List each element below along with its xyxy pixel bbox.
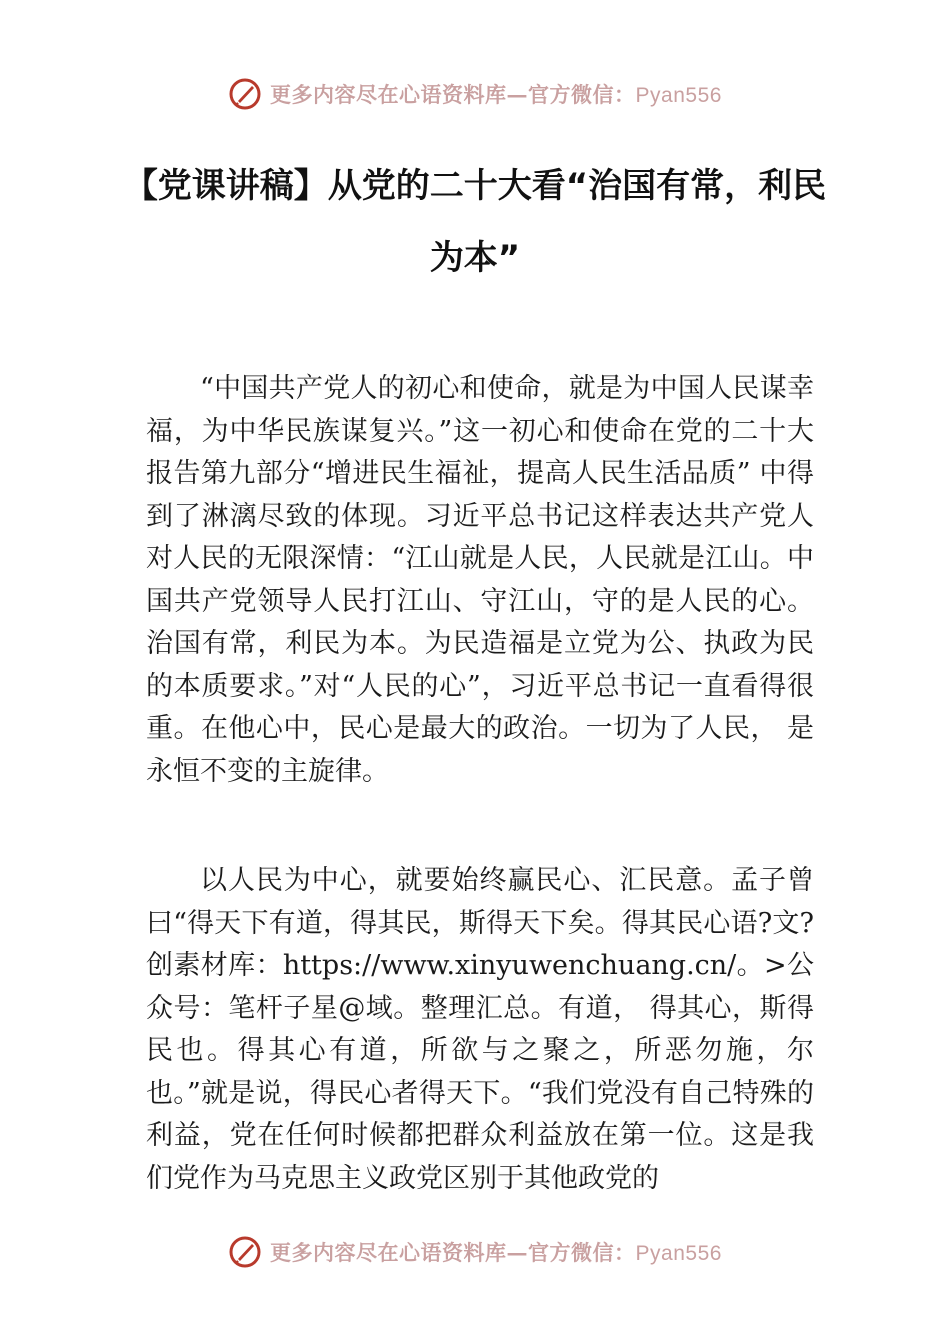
- header-watermark: [0, 74, 950, 114]
- body-paragraph-2: 以人民为中心，就要始终赢民心、汇民意。孟子曾曰“得天下有道，得其民，斯得天下矣。得其民心语?文?创素材库：https://www.xinyuwenchuang.cn/。>公众号：笔杆子星@域。整理汇总。有道， 得其心，斯得民也。得其心有道，所欲与之聚之，所恶勿施，尔也。”就是说，得民心者得天下。“我们党没有自己特殊的利益，党在任何时候都把群众利益放在第一位。这是我们党作为马克思主义政党区别于其他政党的: [146, 865, 814, 1194]
- document-title: 【党课讲稿】从党的二十大看“治国有常，利民为本”: [123, 166, 827, 278]
- brush-logo-icon: [228, 1235, 262, 1269]
- brush-logo-icon: [228, 77, 262, 111]
- body-paragraph-1: “中国共产党人的初心和使命，就是为中国人民谋幸福，为中华民族谋复兴。”这一初心和使命在党的二十大报告第九部分“增进民生福祉，提高人民生活品质” 中得到了淋漓尽致的体现。习近平总书记这样表达共产党人对人民的无限深情：“江山就是人民，人民就是江山。中国共产党领导人民打江山、守江山，守的是人民的心。治国有常，利民为本。为民造福是立党为公、执政为民的本质要求。”对“人民的心”，习近平总书记一直看得很重。在他心中，民心是最大的政治。一切为了人民， 是永恒不变的主旋律。: [146, 373, 814, 787]
- watermark-text: 更多内容尽在心语资料库—官方微信：Pyan556: [270, 1240, 722, 1265]
- watermark-text: 更多内容尽在心语资料库—官方微信：Pyan556: [270, 82, 722, 107]
- footer-watermark: [0, 1232, 950, 1272]
